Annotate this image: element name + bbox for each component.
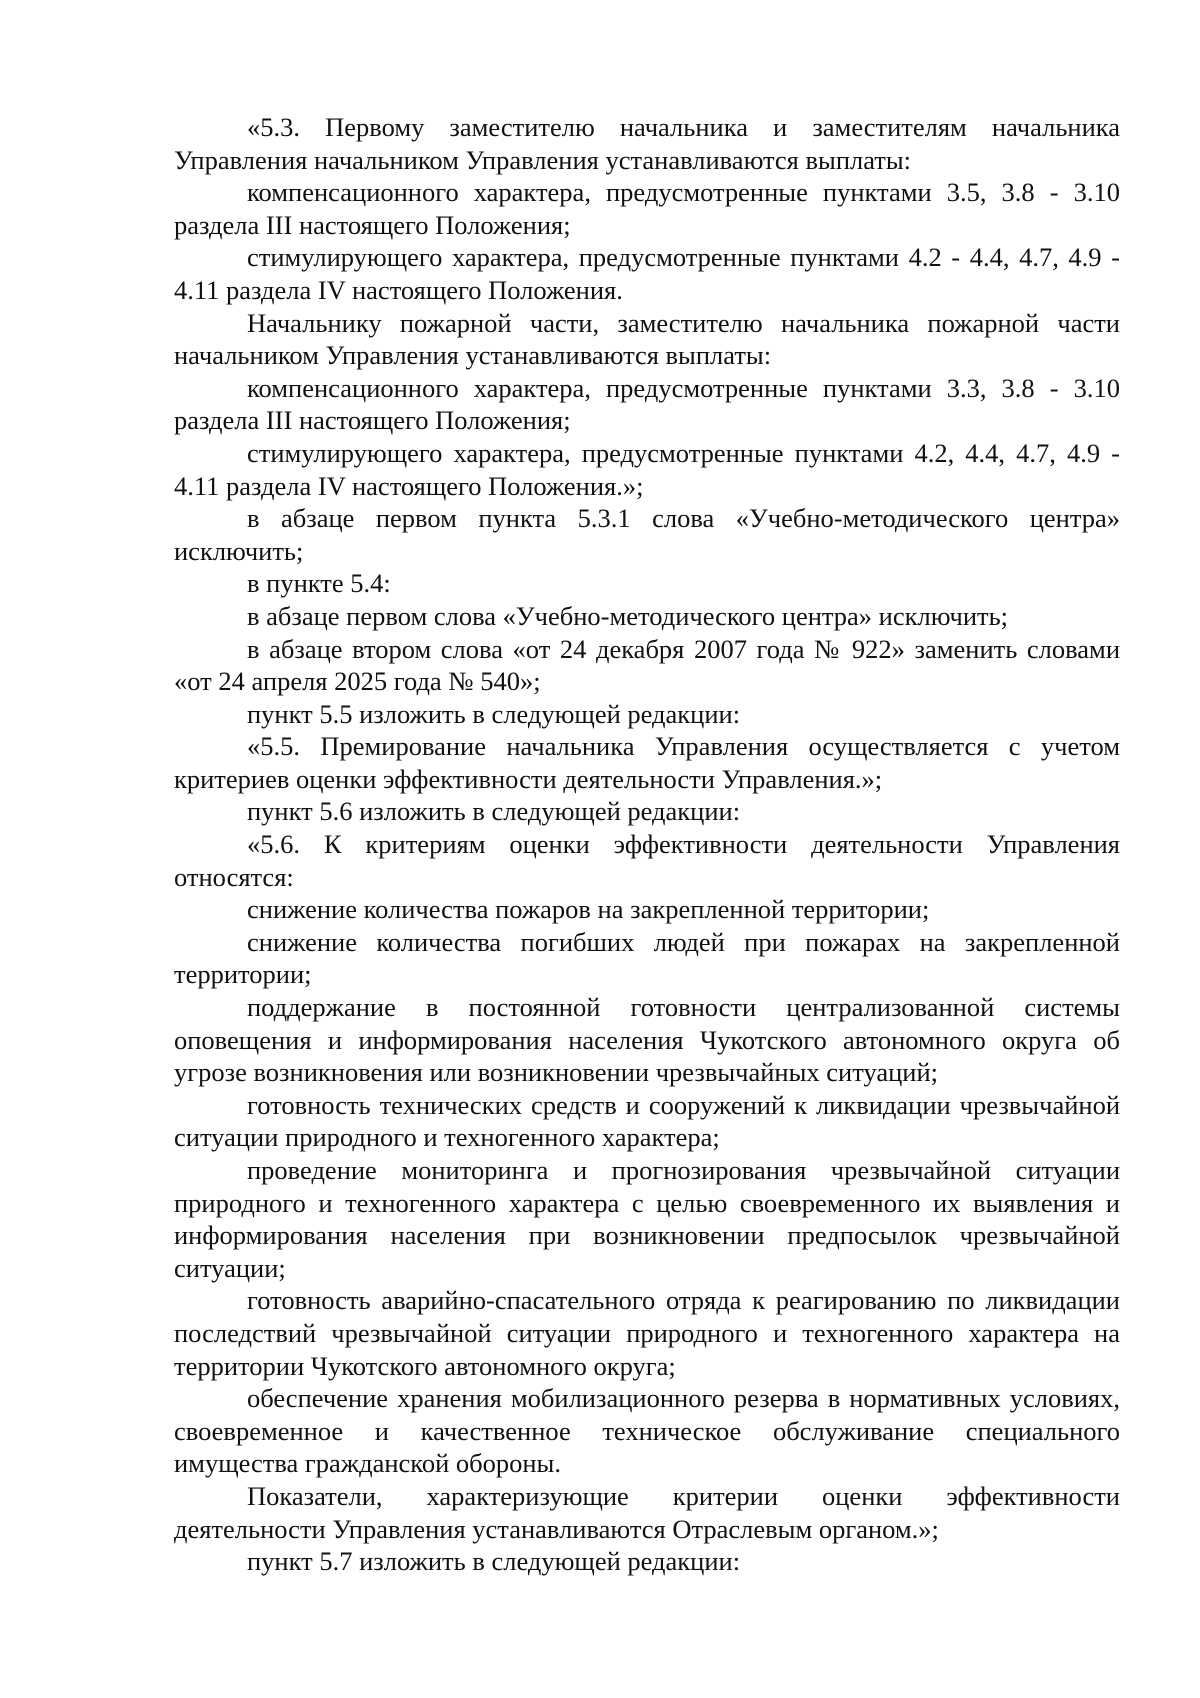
paragraph-5-3-1-amendment: в абзаце первом пункта 5.3.1 слова «Учебно-методического центра» исключить;: [174, 503, 1120, 566]
paragraph-compensation-deputies: компенсационного характера, предусмотренные пунктами 3.5, 3.8 - 3.10 раздела III настоящего Положения;: [174, 177, 1120, 240]
document-page: [174, 111, 1120, 1578]
paragraph-5-5-text: «5.5. Премирование начальника Управления осуществляется с учетом критериев оценки эффективности деятельности Управления.»;: [174, 731, 1120, 794]
criterion-monitoring: проведение мониторинга и прогнозирования чрезвычайной ситуации природного и техногенного характера с целью своевременного их выявления и информирования населения при возникновении предпосылок чрезвычайной ситуации;: [174, 1155, 1120, 1283]
paragraph-5-4-heading: в пункте 5.4:: [247, 568, 391, 599]
paragraph-5-3-intro: «5.3. Первому заместителю начальника и заместителям начальника Управления начальником Управления устанавливаются выплаты:: [174, 112, 1120, 175]
paragraph-stimulating-deputies: стимулирующего характера, предусмотренные пунктами 4.2 - 4.4, 4.7, 4.9 - 4.11 раздела IV настоящего Положения.: [174, 242, 1120, 305]
criterion-rescue-team: готовность аварийно-спасательного отряда к реагированию по ликвидации последствий чрезвычайной ситуации природного и техногенного характера на территории Чукотского автономного округа;: [174, 1285, 1120, 1381]
paragraph-5-7-heading: пункт 5.7 изложить в следующей редакции:: [247, 1546, 741, 1577]
paragraph-5-4-second-amendment: в абзаце втором слова «от 24 декабря 2007 года № 922» заменить словами «от 24 апреля 2025 года № 540»;: [174, 633, 1120, 697]
criterion-warning-system: поддержание в постоянной готовности централизованной системы оповещения и информирования населения Чукотского автономного округа об угрозе возникновения или возникновении чрезвычайных ситуаций;: [174, 992, 1120, 1088]
paragraph-5-6-intro: «5.6. К критериям оценки эффективности деятельности Управления относятся:: [174, 829, 1120, 892]
criterion-fires: снижение количества пожаров на закрепленной территории;: [247, 894, 930, 925]
paragraph-5-5-heading: пункт 5.5 изложить в следующей редакции:: [247, 698, 741, 729]
paragraph-5-6-heading: пункт 5.6 изложить в следующей редакции:: [247, 796, 741, 827]
paragraph-compensation-fire-unit: компенсационного характера, предусмотренные пунктами 3.3, 3.8 - 3.10 раздела III настоящего Положения;: [174, 372, 1120, 436]
paragraph-indicators: Показатели, характеризующие критерии оценки эффективности деятельности Управления устанавливаются Отраслевым органом.»;: [174, 1480, 1120, 1544]
paragraph-5-4-first-amendment: в абзаце первом слова «Учебно-методического центра» исключить;: [247, 600, 1009, 631]
criterion-technical-readiness: готовность технических средств и сооружений к ликвидации чрезвычайной ситуации природного и техногенного характера;: [174, 1089, 1120, 1153]
criterion-fatalities: снижение количества погибших людей при пожарах на закрепленной территории;: [174, 926, 1120, 990]
paragraph-fire-unit-chief: Начальнику пожарной части, заместителю начальника пожарной части начальником Управления устанавливаются выплаты:: [174, 307, 1120, 371]
paragraph-stimulating-fire-unit: стимулирующего характера, предусмотренные пунктами 4.2, 4.4, 4.7, 4.9 - 4.11 раздела IV настоящего Положения.»;: [174, 437, 1120, 501]
criterion-mobilization-reserve: обеспечение хранения мобилизационного резерва в нормативных условиях, своевременное и качественное техническое обслуживание специального имущества гражданской обороны.: [174, 1383, 1120, 1479]
